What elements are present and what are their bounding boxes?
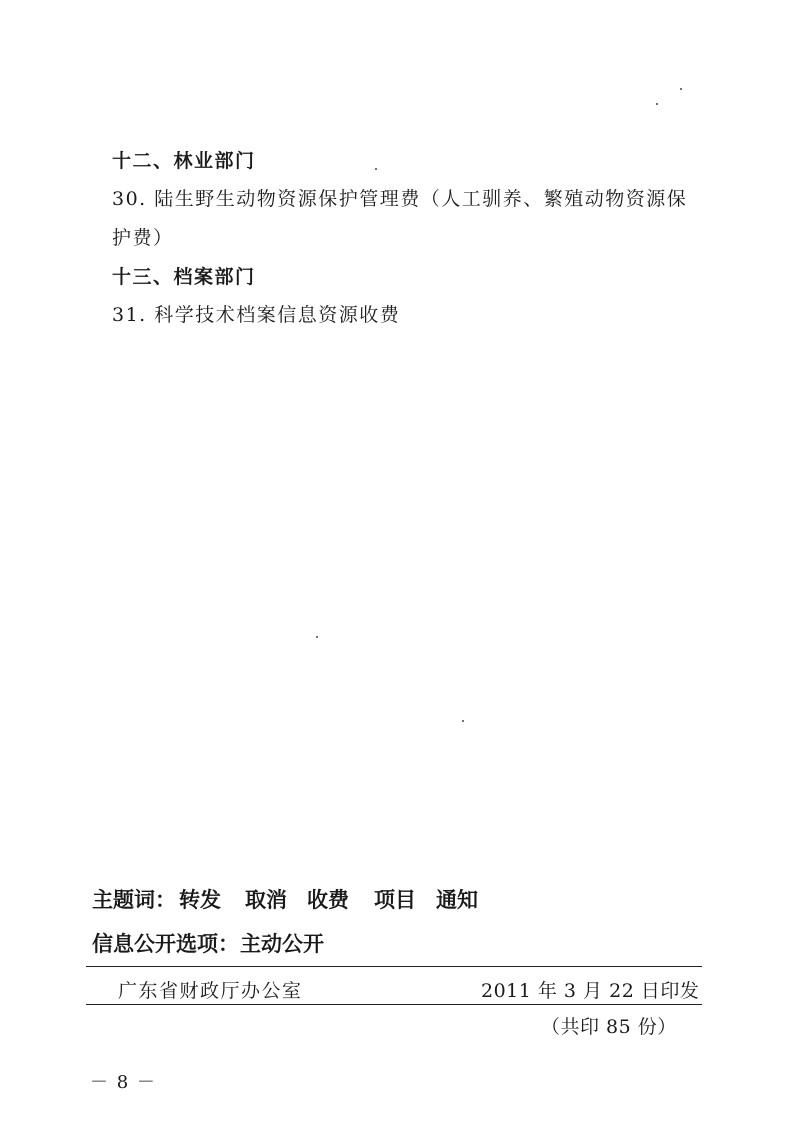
keyword-term: 取消 — [245, 887, 287, 912]
section-heading-forestry: 十二、林业部门 — [112, 150, 256, 172]
scan-speck — [680, 88, 682, 90]
keywords-label: 主题词： — [92, 887, 176, 912]
copy-count: （共印 85 份） — [541, 1016, 677, 1038]
disclosure-value: 主动公开 — [240, 931, 324, 956]
scan-speck — [375, 168, 377, 170]
list-item-30: 30. 陆生野生动物资源保护管理费（人工驯养、繁殖动物资源保 — [112, 188, 688, 210]
keyword-term: 转发 — [179, 887, 221, 912]
disclosure-label: 信息公开选项： — [92, 931, 239, 956]
keyword-term: 收费 — [307, 887, 349, 912]
scan-speck — [656, 103, 658, 105]
scan-speck — [316, 636, 318, 638]
list-item-31: 31. 科学技术档案信息资源收费 — [112, 304, 401, 326]
scan-speck — [462, 720, 464, 722]
divider-bottom — [86, 1004, 702, 1005]
issuing-office: 广东省财政厅办公室 — [118, 980, 303, 1002]
keyword-term: 通知 — [436, 887, 478, 912]
divider-top — [86, 966, 702, 967]
list-item-30-continued: 护费） — [112, 227, 174, 249]
issue-date: 2011 年 3 月 22 日印发 — [481, 980, 700, 1002]
section-heading-archives: 十三、档案部门 — [112, 266, 256, 288]
keyword-term: 项目 — [374, 887, 416, 912]
page-number: － 8 － — [90, 1072, 157, 1093]
